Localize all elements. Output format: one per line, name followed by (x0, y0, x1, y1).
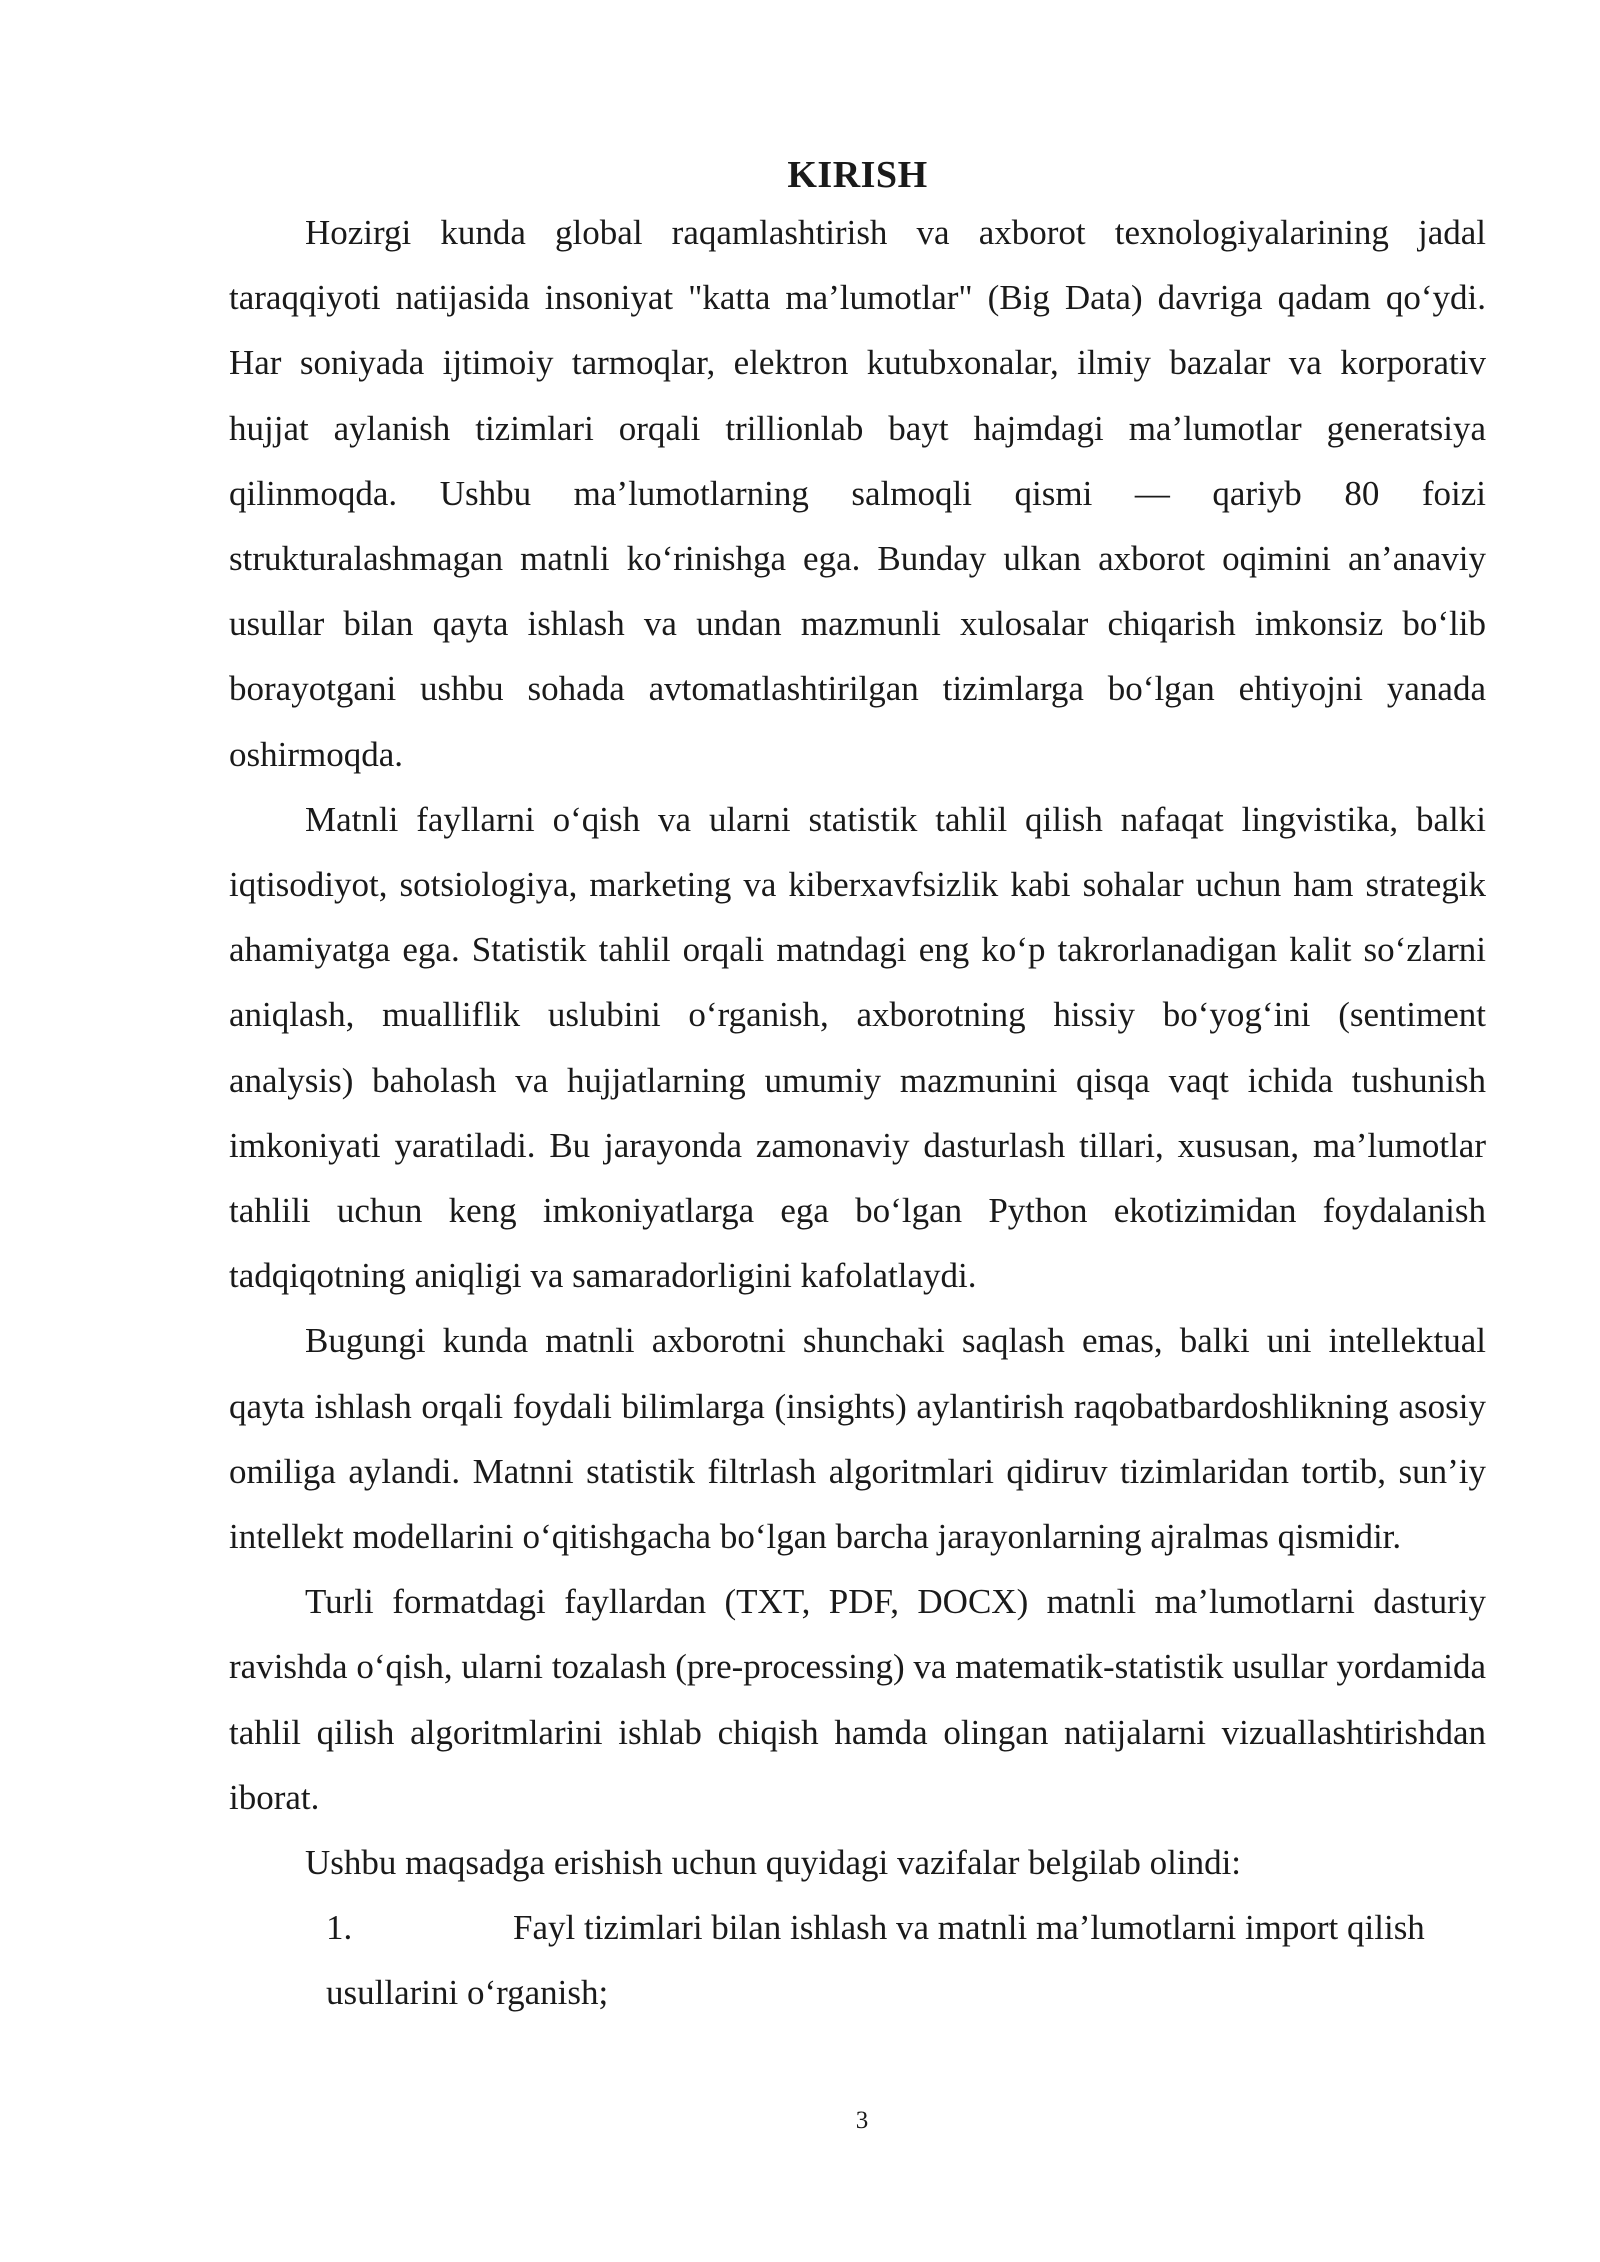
page-content (229, 150, 1486, 2026)
paragraph-goal: Turli formatdagi fayllardan (TXT, PDF, DOCX) matnli ma’lumotlarni dasturiy ravishda o‘qish, ularni tozalash (pre-processing) va matematik-statistik usullar yordamida tahlil qilish algoritmlarini ishlab chiqish hamda olingan natijalarni vizuallashtirishdan iborat. (229, 1582, 1486, 1817)
list-item-text: Fayl tizimlari bilan ishlash va matnli ma’lumotlarni import qilish usullarini o‘rganish; (326, 1908, 1425, 2013)
page-heading: KIRISH (787, 154, 928, 196)
list-item-number: 1. (326, 1908, 353, 1948)
page-number: 3 (855, 2107, 869, 2134)
paragraph-statistical-analysis: Matnli fayllarni o‘qish va ularni statistik tahlil qilish nafaqat lingvistika, balki iqtisodiyot, sotsiologiya, marketing va kiberxavfsizlik kabi sohalar uchun ham strategik ahamiyatga ega. Statistik tahlil orqali matndagi eng ko‘p takrorlanadigan kalit so‘zlarni aniqlash, mualliflik uslubini o‘rganish, axborotning hissiy bo‘yog‘ini (sentiment analysis) baholash va hujjatlarning umumiy mazmunini qisqa vaqt ichida tushunish imkoniyati yaratiladi. Bu jarayonda zamonaviy dasturlash tillari, xususan, ma’lumotlar tahlili uchun keng imkoniyatlarga ega bo‘lgan Python ekotizimidan foydalanish tadqiqotning aniqligi va samaradorligini kafolatlaydi. (229, 799, 1486, 1296)
tasks-list (229, 1895, 1486, 2025)
paragraph-intellectual-processing: Bugungi kunda matnli axborotni shunchaki saqlash emas, balki uni intellektual qayta ishlash orqali foydali bilimlarga (insights) aylantirish raqobatbardoshlikning asosiy omiliga aylandi. Matnni statistik filtrlash algoritmlari qidiruv tizimlaridan tortib, sun’iy intellekt modellarini o‘qitishgacha bo‘lgan barcha jarayonlarning ajralmas qismidir. (229, 1321, 1486, 1557)
paragraph-tasks-intro: Ushbu maqsadga erishish uchun quyidagi vazifalar belgilab olindi: (305, 1843, 1242, 1883)
list-item (326, 1895, 1486, 2025)
paragraph-intro: Hozirgi kunda global raqamlashtirish va axborot texnologiyalarining jadal taraqqiyoti natijasida insoniyat "katta ma’lumotlar" (Big Data) davriga qadam qo‘ydi. Har soniyada ijtimoiy tarmoqlar, elektron kutubxonalar, ilmiy bazalar va korporativ hujjat aylanish tizimlari orqali trillionlab bayt hajmdagi ma’lumotlar generatsiya qilinmoqda. Ushbu ma’lumotlarning salmoqli qismi — qariyb 80 foizi strukturalashmagan matnli ko‘rinishga ega. Bunday ulkan axborot oqimini an’anaviy usullar bilan qayta ishlash va undan mazmunli xulosalar chiqarish imkonsiz bo‘lib borayotgani ushbu sohada avtomatlashtirilgan tizimlarga bo‘lgan ehtiyojni yanada oshirmoqda. (229, 213, 1486, 774)
